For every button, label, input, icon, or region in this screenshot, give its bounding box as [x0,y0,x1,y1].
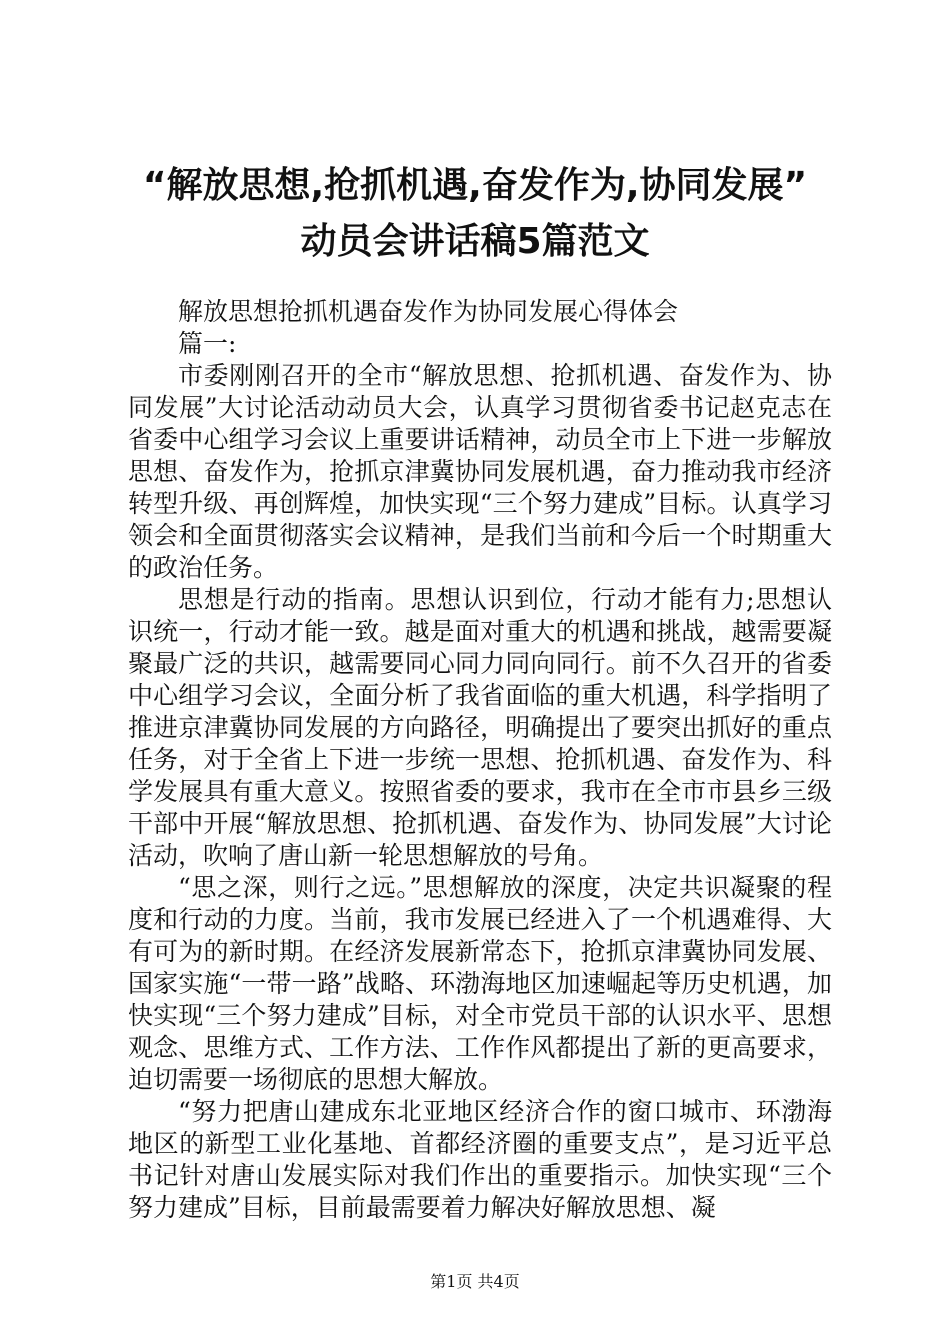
section-label: 篇一: [178,329,237,358]
subtitle-paragraph: 解放思想抢抓机遇奋发作为协同发展心得体会 [178,297,679,326]
document-title-line-1: “解放思想,抢抓机遇,奋发作为,协同发展” [142,165,808,206]
document-body [128,296,832,1224]
body-paragraph-3: “思之深，则行之远。”思想解放的深度，决定共识凝聚的程度和行动的力度。当前，我市发展已经进入了一个机遇难得、大有可为的新时期。在经济发展新常态下，抢抓京津冀协同发展、国家实施“一带一路”战略、环渤海地区加速崛起等历史机遇，加快实现“三个努力建成”目标，对全市党员干部的认识水平、思想观念、思维方式、工作方法、工作作风都提出了新的更高要求，迫切需要一场彻底的思想大解放。 [128,873,832,1094]
body-paragraph-2: 思想是行动的指南。思想认识到位，行动才能有力;思想认识统一，行动才能一致。越是面对重大的机遇和挑战，越需要凝聚最广泛的共识，越需要同心同力同向同行。前不久召开的省委中心组学习会议，全面分析了我省面临的重大机遇，科学指明了推进京津冀协同发展的方向路径，明确提出了要突出抓好的重点任务，对于全省上下进一步统一思想、抢抓机遇、奋发作为、科学发展具有重大意义。按照省委的要求，我市在全市市县乡三级干部中开展“解放思想、抢抓机遇、奋发作为、协同发展”大讨论活动，吹响了唐山新一轮思想解放的号角。 [128,585,832,870]
document-title-line-2: 动员会讲话稿5篇范文 [300,221,650,262]
body-paragraph-1: 市委刚刚召开的全市“解放思想、抢抓机遇、奋发作为、协同发展”大讨论活动动员大会，认真学习贯彻省委书记赵克志在省委中心组学习会议上重要讲话精神，动员全市上下进一步解放思想、奋发作为，抢抓京津冀协同发展机遇，奋力推动我市经济转型升级、再创辉煌，加快实现“三个努力建成”目标。认真学习领会和全面贯彻落实会议精神，是我们当前和今后一个时期重大的政治任务。 [128,361,832,582]
page-footer: 第1页 共4页 [430,1272,520,1291]
body-paragraph-4: “努力把唐山建成东北亚地区经济合作的窗口城市、环渤海地区的新型工业化基地、首都经济圈的重要支点”，是习近平总书记针对唐山发展实际对我们作出的重要指示。加快实现“三个努力建成”目标，目前最需要着力解决好解放思想、凝 [128,1097,832,1222]
